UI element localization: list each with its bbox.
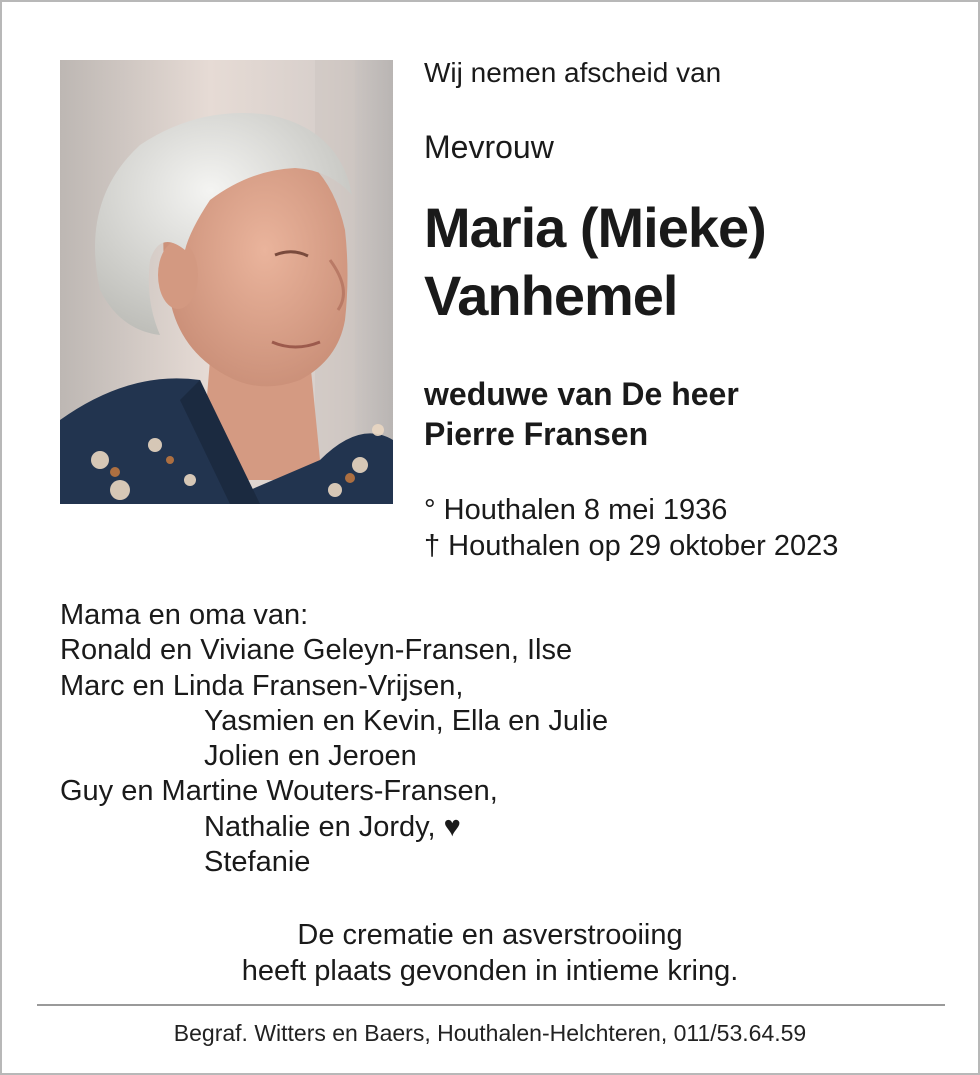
family-line: Ronald en Viviane Geleyn-Fransen, Ilse	[60, 634, 573, 667]
closing-line-1: De crematie en asverstrooiing	[297, 919, 683, 951]
intro-text: Wij nemen afscheid van	[424, 57, 722, 88]
life-dates	[424, 492, 838, 564]
family-list	[60, 598, 608, 880]
family-line: Jolien en Jeroen	[204, 740, 417, 773]
family-line: Nathalie en Jordy, ♥	[204, 810, 461, 843]
closing-text	[2, 917, 978, 989]
deceased-name	[424, 194, 766, 330]
birth-date: ° Houthalen 8 mei 1936	[424, 494, 728, 526]
closing-line-2: heeft plaats gevonden in intieme kring.	[241, 955, 739, 987]
portrait-image	[60, 60, 393, 504]
family-line: Yasmien en Kevin, Ella en Julie	[204, 704, 609, 737]
divider	[37, 1004, 945, 1006]
family-line: Marc en Linda Fransen-Vrijsen,	[60, 669, 464, 702]
death-date: † Houthalen op 29 oktober 2023	[424, 530, 839, 562]
spouse-text	[424, 374, 739, 454]
family-line: Guy en Martine Wouters-Fransen,	[60, 775, 498, 808]
spouse-line-2: Pierre Fransen	[424, 416, 649, 452]
family-line: Stefanie	[204, 846, 311, 879]
honorific: Mevrouw	[424, 129, 554, 165]
spouse-line-1: weduwe van De heer	[424, 376, 739, 412]
portrait-photo	[60, 60, 393, 504]
funeral-home-footer: Begraf. Witters en Baers, Houthalen-Helchteren, 011/53.64.59	[173, 1020, 807, 1046]
name-line-2: Vanhemel	[424, 264, 678, 327]
name-line-1: Maria (Mieke)	[424, 196, 766, 259]
family-heading: Mama en oma van:	[60, 599, 309, 631]
